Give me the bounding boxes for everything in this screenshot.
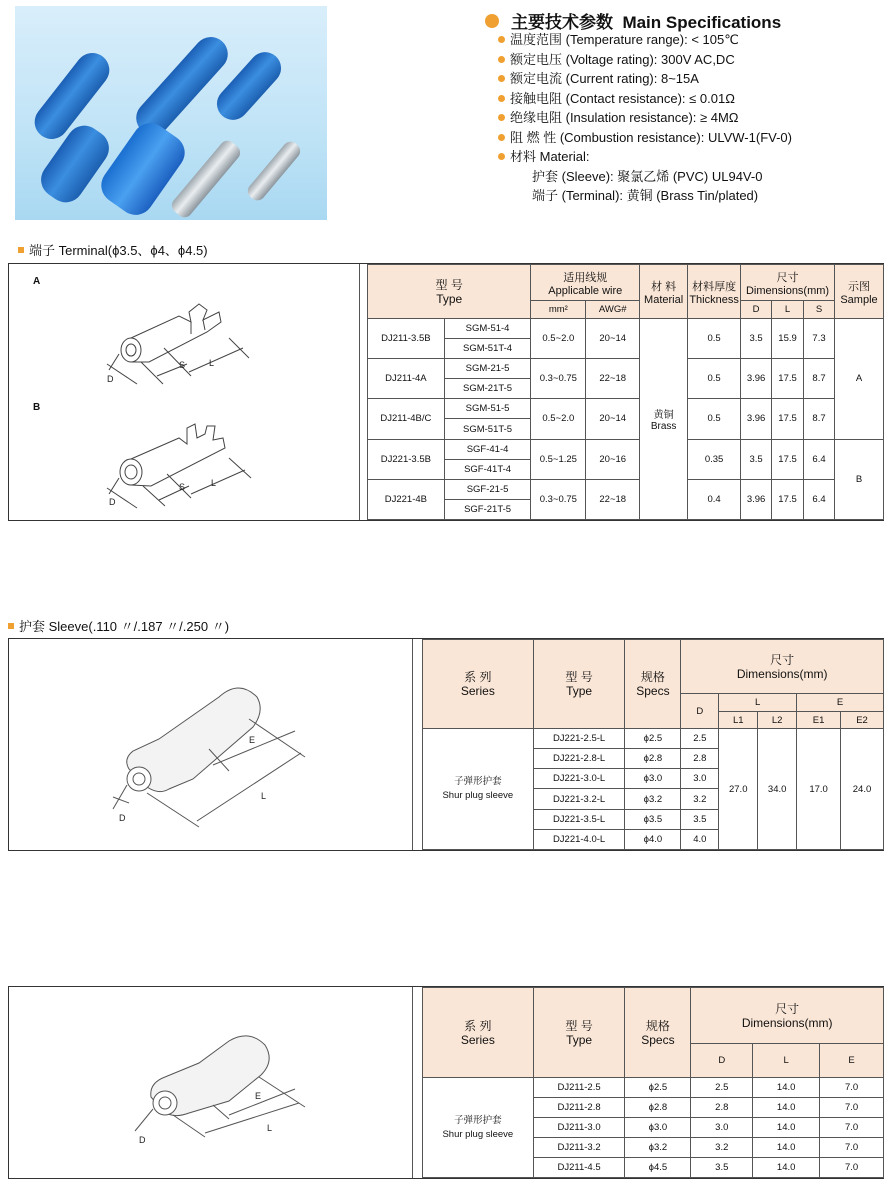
- terminal-table: [367, 264, 884, 520]
- sleeve2-drawing: [109, 1027, 329, 1167]
- dim-label-l: L: [267, 1123, 273, 1133]
- cell-code: SGM-51-4: [444, 319, 531, 339]
- dim-label-d: D: [109, 497, 116, 507]
- dim-label-e: E: [249, 735, 256, 745]
- spec-sub-item: 端子 (Terminal): 黄铜 (Brass Tin/plated): [532, 188, 759, 203]
- cell-l: 14.0: [753, 1098, 820, 1118]
- header-type: 型 号 Type: [533, 640, 625, 729]
- cell-l: 14.0: [753, 1118, 820, 1138]
- spec-item: 额定电压 (Voltage rating): 300V AC,DC: [498, 50, 792, 70]
- cell-spec: ϕ2.8: [625, 1098, 691, 1118]
- spec-item: 阻 燃 性 (Combustion resistance): ULVW-1(FV-0): [498, 128, 792, 148]
- cell-code: SGF-41-4: [444, 439, 531, 459]
- cell-spec: ϕ4.0: [625, 829, 681, 849]
- square-bullet-icon: [18, 247, 24, 253]
- cell-code: SGM-21T-5: [444, 379, 531, 399]
- cell-e: 7.0: [820, 1098, 884, 1118]
- cell-type: DJ221-3.5-L: [533, 809, 625, 829]
- terminal-a-drawing: [79, 284, 259, 394]
- sleeve-section-title: [8, 616, 229, 635]
- spec-list: [498, 30, 792, 206]
- cell-e: 7.0: [820, 1118, 884, 1138]
- header-l2: L2: [758, 712, 797, 729]
- cell-d: 4.0: [681, 829, 719, 849]
- cell-sample-a: A: [835, 319, 884, 440]
- label-b: B: [33, 402, 41, 413]
- cell-s: 6.4: [804, 439, 835, 479]
- square-bullet-icon: [8, 623, 14, 629]
- cell-d: 3.0: [681, 769, 719, 789]
- table-row: [423, 729, 884, 749]
- cell-l: 14.0: [753, 1158, 820, 1178]
- header-l: L: [719, 694, 797, 712]
- header-awg: AWG#: [586, 301, 640, 319]
- cell-thickness: 0.5: [688, 319, 741, 359]
- cell-mm2: 0.3~0.75: [531, 479, 586, 519]
- spec-item: 温度范围 (Temperature range): < 105℃: [498, 30, 792, 50]
- cell-mm2: 0.5~2.0: [531, 319, 586, 359]
- cell-l: 17.5: [772, 399, 804, 439]
- cell-d: 3.96: [741, 359, 772, 399]
- cell-awg: 20~16: [586, 439, 640, 479]
- header-e: E: [820, 1044, 884, 1078]
- cell-code: SGF-21T-5: [444, 499, 531, 519]
- cell-type: DJ221-3.5B: [368, 439, 445, 479]
- spec-item: 材料 Material:: [498, 147, 792, 167]
- cell-d: 3.2: [691, 1138, 753, 1158]
- cell-s: 8.7: [804, 399, 835, 439]
- sleeve2-table: [422, 987, 884, 1178]
- cell-d: 2.8: [691, 1098, 753, 1118]
- table-header-row: [423, 640, 884, 694]
- cell-spec: ϕ2.8: [625, 749, 681, 769]
- spec-sub-item: 护套 (Sleeve): 聚氯乙烯 (PVC) UL94V-0: [532, 168, 763, 184]
- cell-l: 17.5: [772, 439, 804, 479]
- header-type: 型 号 Type: [533, 988, 625, 1078]
- cell-type: DJ211-4A: [368, 359, 445, 399]
- product-photo: [15, 6, 327, 220]
- cell-e: 7.0: [820, 1138, 884, 1158]
- header-l: L: [772, 301, 804, 319]
- sleeve2-frame: [8, 986, 884, 1179]
- cell-type: DJ221-2.8-L: [533, 749, 625, 769]
- spec-title-text: 主要技术参数 Main Specifications: [511, 13, 782, 32]
- cell-spec: ϕ3.0: [625, 1118, 691, 1138]
- dim-label-l: L: [211, 478, 217, 488]
- cell-d: 2.5: [691, 1078, 753, 1098]
- cell-d: 3.5: [691, 1158, 753, 1178]
- cell-d: 3.5: [741, 319, 772, 359]
- cell-d: 3.96: [741, 479, 772, 519]
- cell-type: DJ221-3.2-L: [533, 789, 625, 809]
- cell-d: 3.5: [741, 439, 772, 479]
- table-row: [423, 1078, 884, 1098]
- bullet-icon: [485, 14, 499, 28]
- terminal-section-title: [18, 240, 208, 259]
- cell-thickness: 0.4: [688, 479, 741, 519]
- header-specs: 规格 Specs: [625, 640, 681, 729]
- label-a: A: [33, 276, 41, 287]
- terminal-section-title-text: 端子 Terminal(ϕ3.5、ϕ4、ϕ4.5): [29, 243, 208, 258]
- cell-type: DJ211-4.5: [533, 1158, 625, 1178]
- cell-d: 3.2: [681, 789, 719, 809]
- cell-s: 7.3: [804, 319, 835, 359]
- dim-label-d: D: [107, 374, 114, 384]
- cell-awg: 22~18: [586, 479, 640, 519]
- header-d: D: [691, 1044, 753, 1078]
- header-sample: 示图 Sample: [835, 265, 884, 319]
- dim-label-l: L: [209, 358, 215, 368]
- cell-type: DJ211-2.5: [533, 1078, 625, 1098]
- header-d: D: [741, 301, 772, 319]
- header-material: 材 料 Material: [640, 265, 688, 319]
- cell-awg: 20~14: [586, 399, 640, 439]
- header-dimensions: 尺寸 Dimensions(mm): [681, 640, 884, 694]
- header-s: S: [804, 301, 835, 319]
- cell-d: 3.0: [691, 1118, 753, 1138]
- cell-d: 3.5: [681, 809, 719, 829]
- table-row: [368, 359, 884, 379]
- spec-item: 接触电阻 (Contact resistance): ≤ 0.01Ω: [498, 89, 792, 109]
- cell-spec: ϕ3.5: [625, 809, 681, 829]
- cell-thickness: 0.5: [688, 399, 741, 439]
- cell-l: 17.5: [772, 359, 804, 399]
- header-e1: E1: [797, 712, 841, 729]
- cell-spec: ϕ4.5: [625, 1158, 691, 1178]
- dim-label-s: S: [179, 482, 186, 492]
- header-thickness: 材料厚度 Thickness: [688, 265, 741, 319]
- table-header-row: [423, 988, 884, 1044]
- cell-mm2: 0.5~2.0: [531, 399, 586, 439]
- cell-s: 8.7: [804, 359, 835, 399]
- table-header-row: [368, 265, 884, 301]
- table-row: [368, 319, 884, 339]
- cell-code: SGM-51-5: [444, 399, 531, 419]
- header-d: D: [681, 694, 719, 729]
- cell-l1: 27.0: [719, 729, 758, 850]
- cell-l2: 34.0: [758, 729, 797, 850]
- header-mm2: mm²: [531, 301, 586, 319]
- header-l: L: [753, 1044, 820, 1078]
- spec-item: 额定电流 (Current rating): 8~15A: [498, 69, 792, 89]
- cell-l: 17.5: [772, 479, 804, 519]
- cell-code: SGM-51T-4: [444, 339, 531, 359]
- cell-series: 子弹形护套 Shur plug sleeve: [423, 1078, 534, 1178]
- dim-label-d: D: [119, 813, 126, 823]
- cell-e2: 24.0: [841, 729, 884, 850]
- cell-code: SGF-41T-4: [444, 459, 531, 479]
- cell-awg: 22~18: [586, 359, 640, 399]
- cell-d: 2.5: [681, 729, 719, 749]
- cell-type: DJ211-2.8: [533, 1098, 625, 1118]
- cell-type: DJ221-2.5-L: [533, 729, 625, 749]
- cell-l: 14.0: [753, 1138, 820, 1158]
- cell-spec: ϕ3.0: [625, 769, 681, 789]
- header-dimensions: 尺寸 Dimensions(mm): [741, 265, 835, 301]
- table-row: [368, 479, 884, 499]
- cell-code: SGM-21-5: [444, 359, 531, 379]
- cell-mm2: 0.3~0.75: [531, 359, 586, 399]
- table-row: [368, 439, 884, 459]
- terminal-b-drawing: [79, 404, 259, 514]
- header-type: 型 号 Type: [368, 265, 531, 319]
- sleeve1-drawing: [89, 669, 329, 839]
- cell-series: 子弹形护套 Shur plug sleeve: [423, 729, 534, 850]
- cell-e: 7.0: [820, 1078, 884, 1098]
- header-wire: 适用线规 Applicable wire: [531, 265, 640, 301]
- cell-awg: 20~14: [586, 319, 640, 359]
- header-e2: E2: [841, 712, 884, 729]
- cell-mm2: 0.5~1.25: [531, 439, 586, 479]
- cell-d: 2.8: [681, 749, 719, 769]
- cell-l: 15.9: [772, 319, 804, 359]
- terminal-frame: [8, 263, 884, 521]
- cell-type: DJ211-4B/C: [368, 399, 445, 439]
- cell-type: DJ211-3.0: [533, 1118, 625, 1138]
- spec-item: 绝缘电阻 (Insulation resistance): ≥ 4MΩ: [498, 108, 792, 128]
- cell-spec: ϕ2.5: [625, 729, 681, 749]
- cell-spec: ϕ3.2: [625, 789, 681, 809]
- dim-label-e: E: [255, 1091, 262, 1101]
- header-series: 系 列 Series: [423, 640, 534, 729]
- dim-label-l: L: [261, 791, 267, 801]
- cell-type: DJ221-4.0-L: [533, 829, 625, 849]
- sleeve1-frame: [8, 638, 884, 851]
- cell-e: 7.0: [820, 1158, 884, 1178]
- header-l1: L1: [719, 712, 758, 729]
- cell-d: 3.96: [741, 399, 772, 439]
- cell-material: 黄铜 Brass: [640, 319, 688, 520]
- header-specs: 规格 Specs: [625, 988, 691, 1078]
- cell-type: DJ211-3.5B: [368, 319, 445, 359]
- cell-l: 14.0: [753, 1078, 820, 1098]
- cell-thickness: 0.35: [688, 439, 741, 479]
- cell-code: SGM-51T-5: [444, 419, 531, 439]
- cell-spec: ϕ3.2: [625, 1138, 691, 1158]
- cell-code: SGF-21-5: [444, 479, 531, 499]
- cell-type: DJ221-4B: [368, 479, 445, 519]
- cell-thickness: 0.5: [688, 359, 741, 399]
- table-row: [368, 399, 884, 419]
- dim-label-d: D: [139, 1135, 146, 1145]
- cell-spec: ϕ2.5: [625, 1078, 691, 1098]
- sleeve1-table: [422, 639, 884, 850]
- sleeve-section-title-text: 护套 Sleeve(.110 〃/.187 〃/.250 〃): [19, 619, 230, 634]
- dim-label-s: S: [179, 360, 186, 370]
- cell-e1: 17.0: [797, 729, 841, 850]
- header-e: E: [797, 694, 884, 712]
- header-series: 系 列 Series: [423, 988, 534, 1078]
- cell-type: DJ221-3.0-L: [533, 769, 625, 789]
- cell-type: DJ211-3.2: [533, 1138, 625, 1158]
- header-dimensions: 尺寸 Dimensions(mm): [691, 988, 884, 1044]
- cell-sample-b: B: [835, 439, 884, 519]
- cell-s: 6.4: [804, 479, 835, 519]
